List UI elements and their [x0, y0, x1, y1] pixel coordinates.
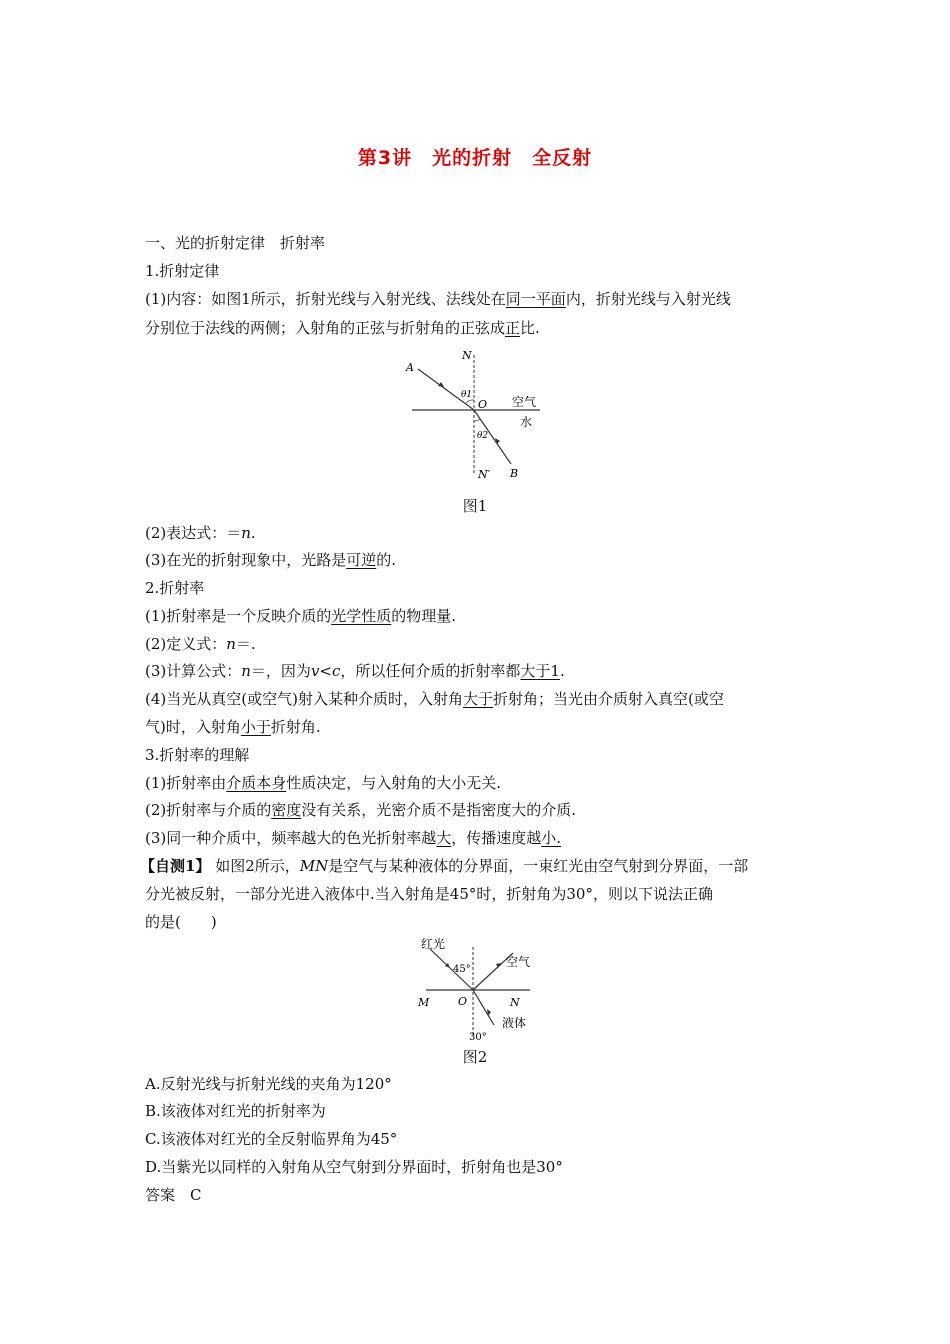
symbol: v [310, 662, 320, 680]
option-b: B.该液体对红光的折射率为 [145, 1102, 326, 1120]
paragraph-reversible [145, 550, 815, 570]
text: . [250, 524, 256, 542]
blank-answer: 大于 [462, 690, 493, 708]
label-45: 45° [453, 964, 471, 975]
label-theta2: θ2 [477, 431, 489, 441]
figure2-caption: 图2 [462, 1048, 488, 1066]
paragraph-index-4b [145, 717, 815, 737]
blank-answer: 可逆 [346, 551, 377, 569]
text: 是空气与某种液体的分界面，一束红光由空气射到分界面，一部 [328, 857, 749, 875]
selftest-tag: 【自测1】 [140, 857, 211, 875]
text: (1)折射率是一个反映介质的 [145, 607, 332, 625]
text: 比. [520, 319, 540, 337]
text: 如图2所示， [215, 857, 300, 875]
label-air: 空气 [512, 395, 537, 409]
label-O: O [458, 995, 468, 1008]
figure1-caption: 图1 [462, 497, 488, 515]
text: . [559, 662, 565, 680]
paragraph-content-line2 [145, 318, 815, 338]
label-liquid: 液体 [502, 1016, 527, 1030]
text: (2)折射率与介质的 [145, 801, 272, 819]
refracted-ray [473, 990, 494, 1025]
label-O: O [478, 398, 488, 411]
answer: 答案 C [145, 1186, 202, 1204]
text: (1)折射率由 [145, 774, 227, 792]
blank-answer: 介质本身 [226, 774, 287, 792]
paragraph-understand-3 [145, 828, 815, 848]
symbol: c [332, 662, 341, 680]
paragraph-understand-1 [145, 773, 815, 793]
option-a: A.反射光线与折射光线的夹角为120° [145, 1075, 392, 1093]
blank-answer: 密度 [271, 801, 302, 819]
text: 的物理量. [391, 607, 457, 625]
subheading-understanding: 3.折射率的理解 [145, 746, 250, 764]
text: ，所以任何介质的折射率都 [340, 662, 521, 680]
text: (1)内容：如图1所示，折射光线与入射光线、法线处在 [145, 290, 506, 308]
label-30: 30° [469, 1032, 487, 1043]
paragraph-index-3 [145, 661, 815, 681]
blank-answer: 大 [436, 829, 452, 847]
text: 性质决定，与入射角的大小无关. [286, 774, 502, 792]
label-air: 空气 [506, 955, 531, 969]
page-title: 第3讲 光的折射 全反射 [357, 147, 593, 169]
label-N: N [462, 349, 472, 362]
option-d: D.当紫光以同样的入射角从空气射到分界面时，折射角也是30° [145, 1158, 563, 1176]
text: < [319, 662, 332, 680]
option-c: C.该液体对红光的全反射临界角为45° [145, 1130, 398, 1148]
text: 气)时，入射角 [145, 718, 241, 736]
text: (3)在光的折射现象中，光路是 [145, 551, 347, 569]
paragraph-index-1 [145, 606, 815, 626]
refraction-diagram-figure1 [400, 345, 550, 485]
angle-arc [466, 400, 474, 403]
selftest-line1 [140, 856, 810, 876]
blank-answer: 小. [541, 829, 562, 847]
label-N: N [510, 996, 520, 1009]
reflection-diagram-figure2 [410, 935, 550, 1045]
symbol: n [241, 662, 251, 680]
blank-answer: 大于1 [520, 662, 560, 680]
blank-answer: 正 [505, 319, 521, 337]
label-N-prime: N′ [478, 468, 491, 481]
text: ＝. [235, 635, 256, 653]
blank-answer: 光学性质 [331, 607, 392, 625]
text: (3)同一种介质中，频率越大的色光折射率越 [145, 829, 437, 847]
text: (2)定义式： [145, 635, 227, 653]
angle-arc [474, 419, 480, 421]
paragraph-expression [145, 523, 815, 543]
symbol: MN [299, 857, 329, 875]
subheading-refractive-index: 2.折射率 [145, 579, 205, 597]
text: 内，折射光线与入射光线 [565, 290, 731, 308]
label-M: M [418, 996, 430, 1009]
text: 折射角. [270, 718, 321, 736]
symbol: n [226, 635, 236, 653]
text: ，传播速度越 [451, 829, 542, 847]
section-heading: 一、光的折射定律 折射率 [145, 234, 326, 252]
text: (4)当光从真空(或空气)射入某种介质时，入射角 [145, 690, 463, 708]
text: ＝，因为 [250, 662, 311, 680]
paragraph-understand-2 [145, 800, 815, 820]
blank-answer: 同一平面 [505, 290, 566, 308]
selftest-line2: 分光被反射，一部分光进入液体中.当入射角是45°时，折射角为30°，则以下说法正确 [145, 885, 713, 903]
paragraph-content-line1 [145, 289, 815, 309]
symbol: n [241, 524, 251, 542]
label-water: 水 [520, 415, 533, 429]
selftest-line3: 的是( ) [145, 913, 217, 931]
label-theta1: θ1 [461, 390, 473, 400]
subheading-refraction-law: 1.折射定律 [145, 262, 220, 280]
label-red-light: 红光 [421, 937, 446, 951]
paragraph-index-2 [145, 634, 815, 654]
text: (3)计算公式： [145, 662, 242, 680]
label-B: B [510, 467, 519, 480]
text: 没有关系，光密介质不是指密度大的介质. [301, 801, 577, 819]
text: (2)表达式：＝ [145, 524, 242, 542]
text: 的. [376, 551, 397, 569]
label-A: A [406, 361, 414, 374]
text: 折射角；当光由介质射入真空(或空 [492, 690, 724, 708]
paragraph-index-4a [145, 689, 815, 709]
blank-answer: 小于 [240, 718, 271, 736]
text: 分别位于法线的两侧；入射角的正弦与折射角的正弦成 [145, 319, 506, 337]
